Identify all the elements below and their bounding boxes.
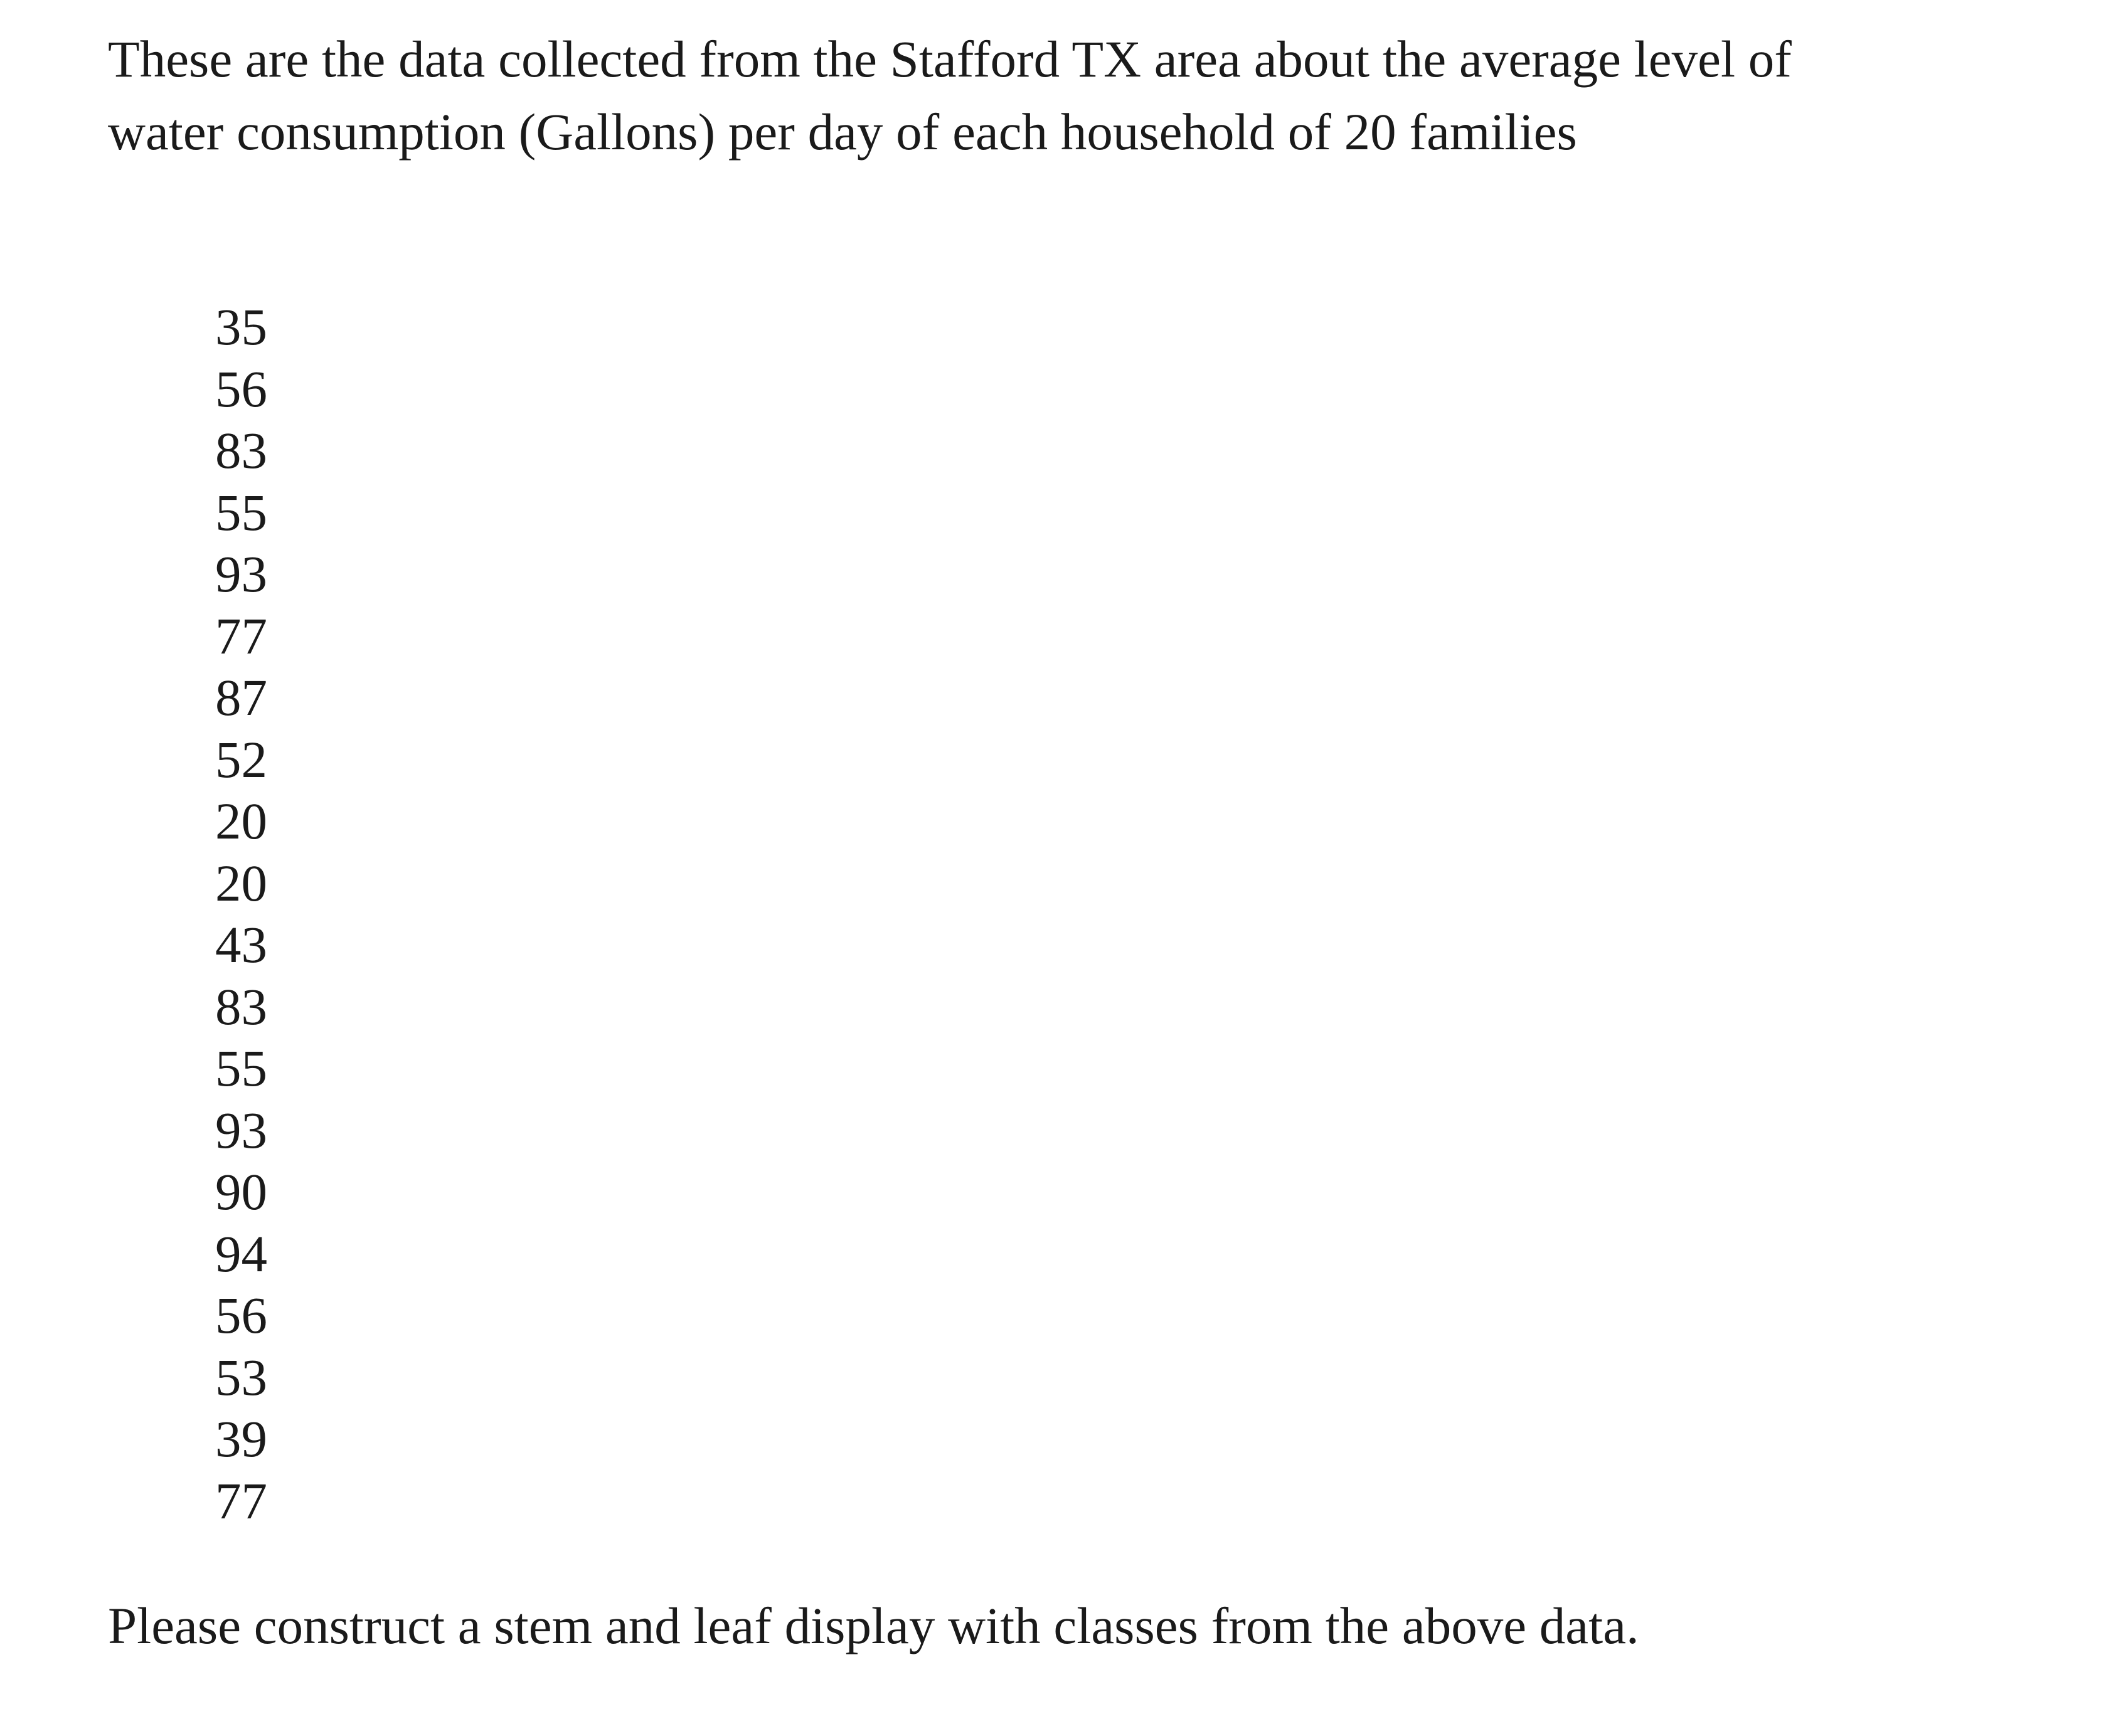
data-value: 55 xyxy=(215,1039,267,1097)
data-value: 39 xyxy=(215,1410,267,1468)
data-value: 52 xyxy=(215,730,267,788)
data-value: 93 xyxy=(215,1101,267,1159)
data-value: 94 xyxy=(215,1224,267,1283)
data-values-list xyxy=(215,296,267,1532)
data-value: 43 xyxy=(215,916,267,973)
intro-line-2: water consumption (Gallons) per day of each household of 20 families xyxy=(108,103,1577,161)
data-value: 55 xyxy=(215,483,267,541)
data-value: 53 xyxy=(215,1348,267,1406)
data-value: 35 xyxy=(215,298,267,356)
data-value: 93 xyxy=(215,545,267,603)
data-value: 90 xyxy=(215,1163,267,1220)
data-value: 56 xyxy=(215,359,267,418)
instruction-text: Please construct a stem and leaf display with classes from the above data. xyxy=(108,1597,1639,1654)
data-value: 77 xyxy=(215,606,267,665)
data-value: 20 xyxy=(215,792,267,850)
intro-paragraph xyxy=(108,23,1990,168)
data-value: 56 xyxy=(215,1286,267,1344)
data-value: 87 xyxy=(215,669,267,726)
data-value: 20 xyxy=(215,854,267,912)
data-value: 83 xyxy=(215,977,267,1035)
intro-line-1: These are the data collected from the Stafford TX area about the average level of xyxy=(108,30,1792,88)
data-value: 83 xyxy=(215,421,267,479)
data-value: 77 xyxy=(215,1471,267,1530)
